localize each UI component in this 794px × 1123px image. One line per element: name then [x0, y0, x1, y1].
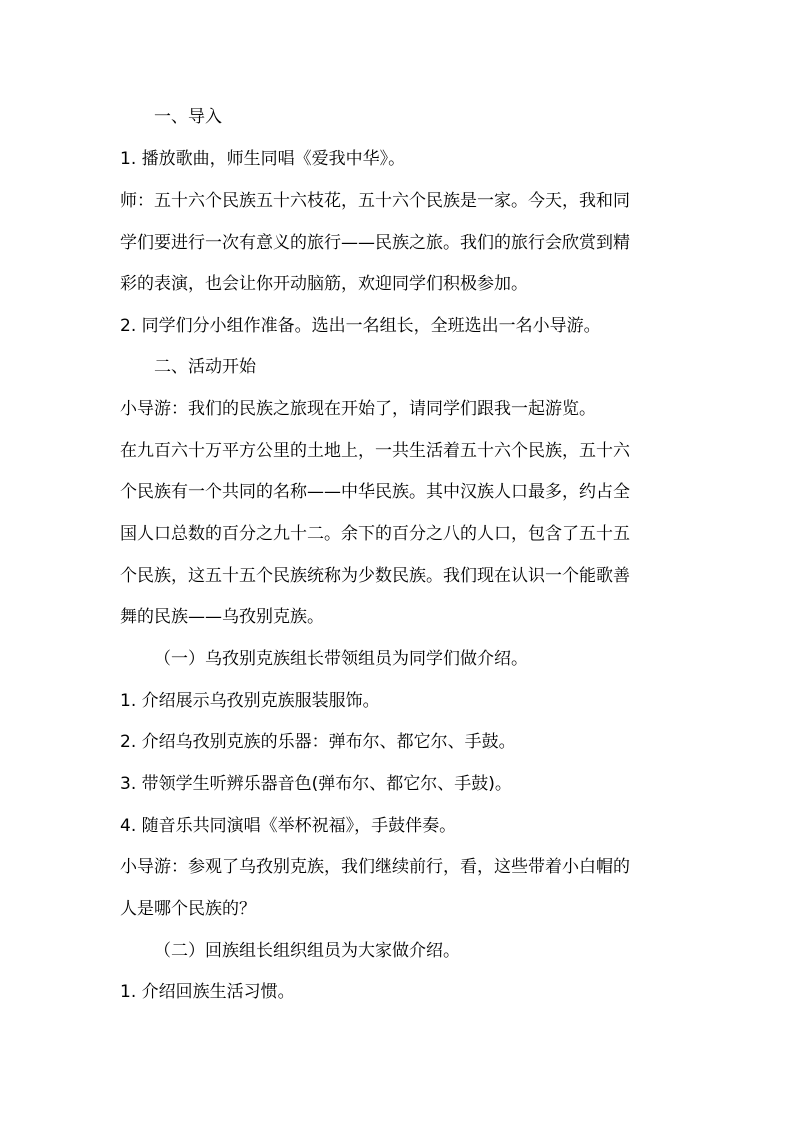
list-item: 4. 随音乐共同演唱《举杯祝福》，手鼓伴奏。	[120, 816, 457, 836]
paragraph-line: 个民族，这五十五个民族统称为少数民族。我们现在认识一个能歌善	[120, 566, 630, 586]
paragraph-line: 国人口总数的百分之九十二。余下的百分之八的人口，包含了五十五	[120, 524, 630, 544]
list-item: 1. 介绍展示乌孜别克族服装服饰。	[120, 691, 380, 711]
paragraph-line: 个民族有一个共同的名称——中华民族。其中汉族人口最多，约占全	[120, 482, 630, 502]
paragraph-line: 师：五十六个民族五十六枝花，五十六个民族是一家。今天，我和同	[120, 191, 630, 211]
paragraph-line: 在九百六十万平方公里的土地上，一共生活着五十六个民族，五十六	[120, 441, 630, 461]
list-item: 3. 带领学生听辨乐器音色(弹布尔、都它尔、手鼓)。	[120, 774, 512, 794]
list-item: 2. 同学们分小组作准备。选出一名组长，全班选出一名小导游。	[120, 316, 601, 336]
paragraph-line: 小导游：参观了乌孜别克族，我们继续前行，看，这些带着小白帽的	[120, 857, 630, 877]
list-item: 2. 介绍乌孜别克族的乐器：弹布尔、都它尔、手鼓。	[120, 732, 516, 752]
list-item: 1. 播放歌曲，师生同唱《爱我中华》。	[120, 149, 406, 169]
paragraph-line: 彩的表演，也会让你开动脑筋，欢迎同学们积极参加。	[120, 274, 528, 294]
paragraph-line: 人是哪个民族的？	[120, 899, 256, 919]
paragraph-line: 小导游：我们的民族之旅现在开始了，请同学们跟我一起游览。	[120, 399, 596, 419]
subheading-uzbek: （一）乌孜别克族组长带领组员为同学们做介绍。	[154, 649, 528, 669]
list-item: 1. 介绍回族生活习惯。	[120, 982, 295, 1002]
heading-activity: 二、活动开始	[154, 357, 256, 377]
paragraph-line: 学们要进行一次有意义的旅行——民族之旅。我们的旅行会欣赏到精	[120, 233, 630, 253]
subheading-hui: （二）回族组长组织组员为大家做介绍。	[154, 941, 460, 961]
heading-intro: 一、导入	[154, 107, 222, 127]
paragraph-line: 舞的民族——乌孜别克族。	[120, 607, 324, 627]
